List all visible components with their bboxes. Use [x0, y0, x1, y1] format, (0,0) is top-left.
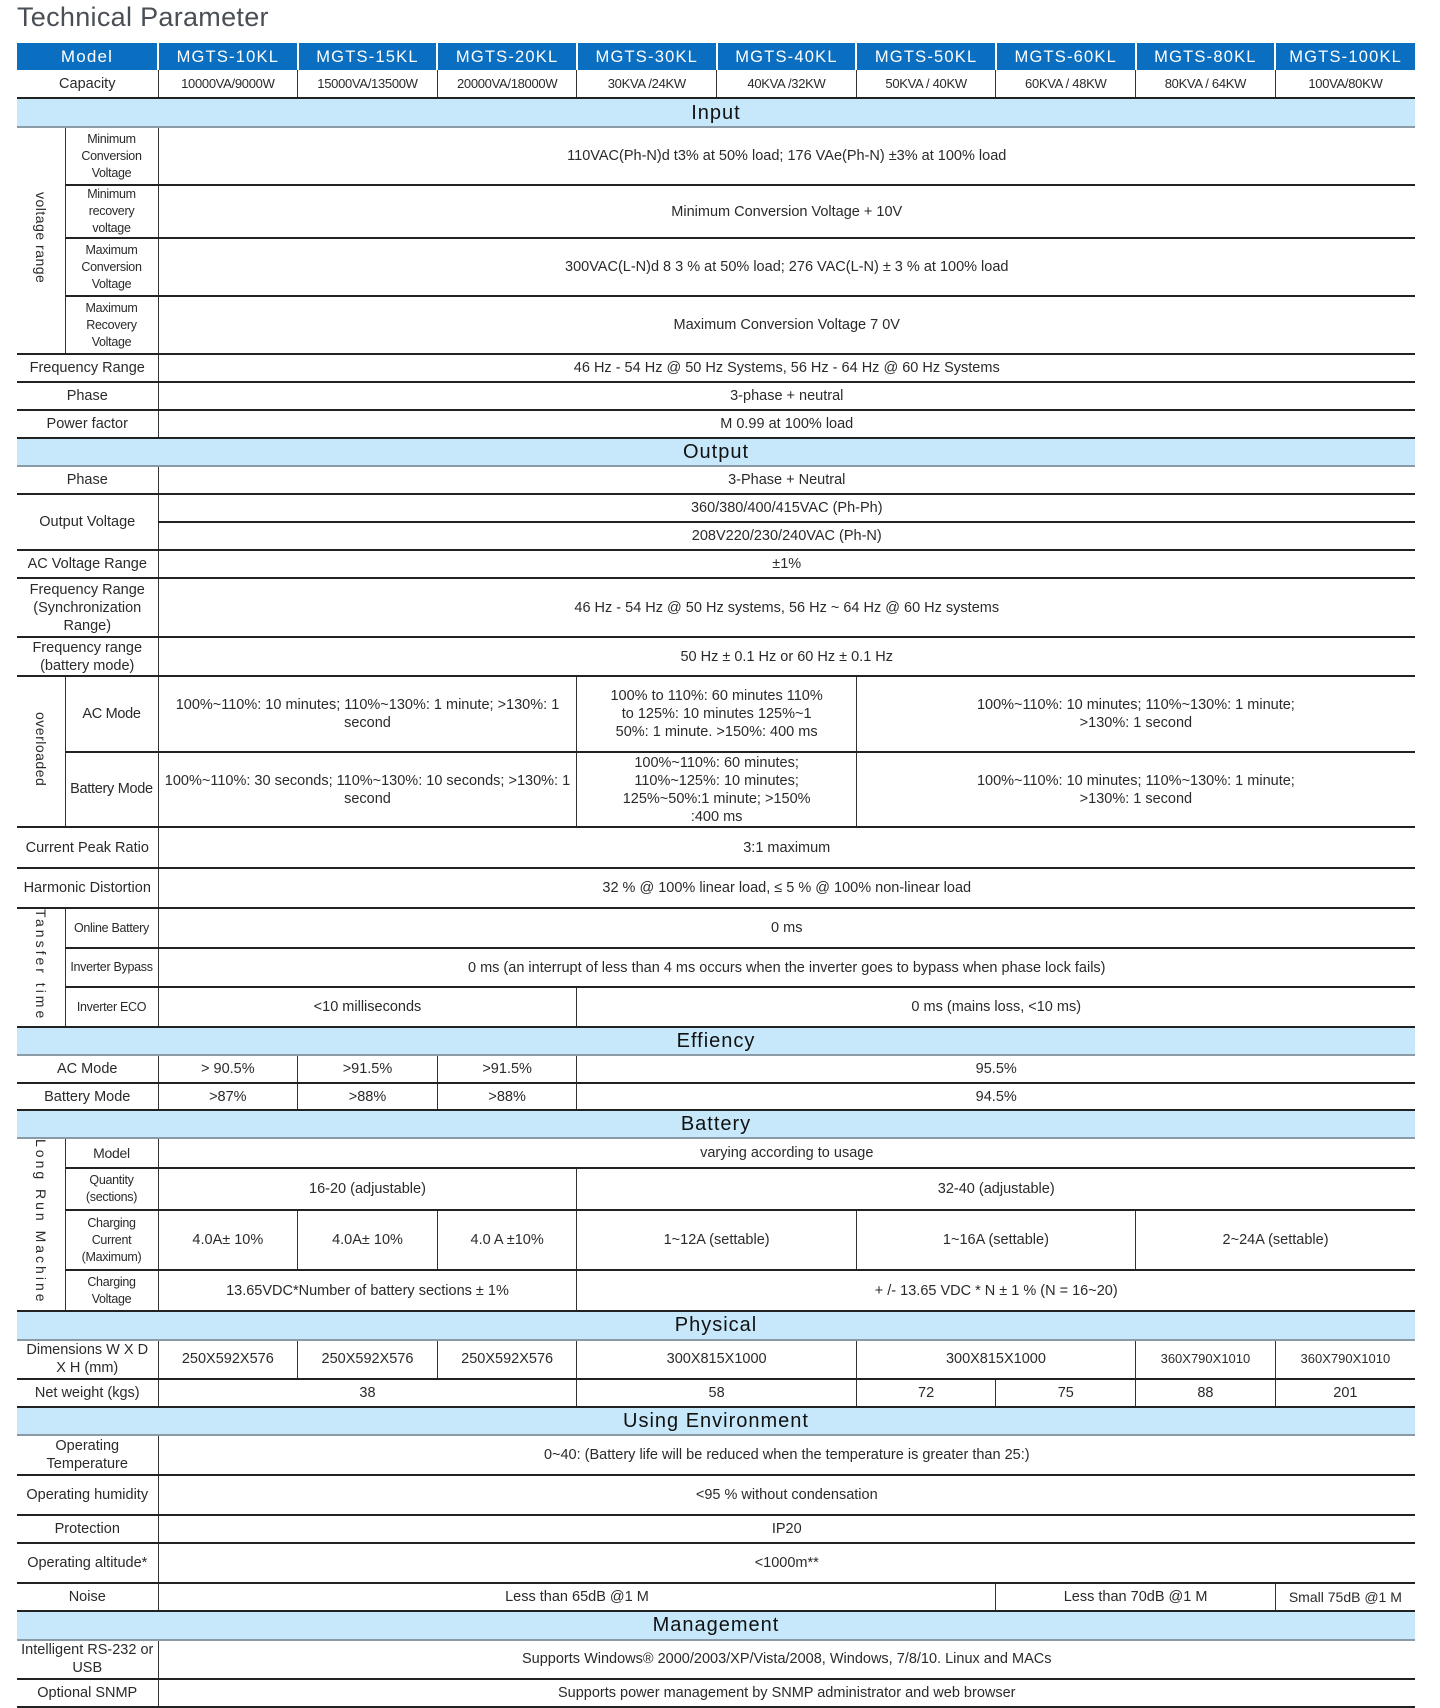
row-label: Frequency Range	[17, 354, 158, 382]
capacity-value: 30KVA /24KW	[577, 70, 717, 98]
row-label: Quantity (sections)	[65, 1168, 158, 1210]
model-name: MGTS-50KL	[856, 43, 996, 70]
row-label: Net weight (kgs)	[17, 1379, 158, 1407]
row-value: 32-40 (adjustable)	[577, 1168, 1415, 1210]
row-value: 250X592X576	[298, 1340, 438, 1379]
capacity-value: 20000VA/18000W	[437, 70, 577, 98]
row-value: Small 75dB @1 M	[1275, 1583, 1415, 1611]
row-value: 3-phase + neutral	[158, 382, 1415, 410]
group-label-transfer-time: Tansfer time	[17, 908, 65, 1027]
row-value: > 90.5%	[158, 1055, 298, 1083]
capacity-value: 60KVA / 48KW	[996, 70, 1136, 98]
row-label: Frequency range (battery mode)	[17, 637, 158, 676]
capacity-value: 15000VA/13500W	[298, 70, 438, 98]
row-label: Output Voltage	[17, 494, 158, 550]
row-value: IP20	[158, 1515, 1415, 1543]
row-label: Charging Voltage	[65, 1270, 158, 1311]
row-label: Protection	[17, 1515, 158, 1543]
row-value: 46 Hz - 54 Hz @ 50 Hz systems, 56 Hz ~ 64 Hz @ 60 Hz systems	[158, 578, 1415, 637]
capacity-value: 50KVA / 40KW	[856, 70, 996, 98]
row-label: Harmonic Distortion	[17, 868, 158, 908]
model-name: MGTS-40KL	[717, 43, 857, 70]
row-value: 300X815X1000	[577, 1340, 856, 1379]
model-name: MGTS-20KL	[437, 43, 577, 70]
row-value: <10 milliseconds	[158, 987, 577, 1027]
model-label: Model	[17, 43, 158, 70]
page-title: Technical Parameter	[17, 2, 269, 32]
row-value: ±1%	[158, 550, 1415, 578]
row-value: 360X790X1010	[1136, 1340, 1276, 1379]
model-header-row	[17, 43, 1415, 70]
model-name: MGTS-60KL	[996, 43, 1136, 70]
model-name: MGTS-30KL	[577, 43, 717, 70]
row-label: Maximum Recovery Voltage	[65, 296, 158, 354]
row-value: 88	[1136, 1379, 1276, 1407]
row-value: 1~16A (settable)	[856, 1210, 1135, 1270]
row-value: 250X592X576	[158, 1340, 298, 1379]
row-value: 32 % @ 100% linear load, ≤ 5 % @ 100% non-linear load	[158, 868, 1415, 908]
row-value: Maximum Conversion Voltage 7 0V	[158, 296, 1415, 354]
row-value: Less than 65dB @1 M	[158, 1583, 996, 1611]
row-value: 0~40: (Battery life will be reduced when the temperature is greater than 25:)	[158, 1435, 1415, 1475]
row-value: 0 ms	[158, 908, 1415, 948]
row-label: Current Peak Ratio	[17, 827, 158, 868]
row-value: 4.0A± 10%	[158, 1210, 298, 1270]
row-value: 46 Hz - 54 Hz @ 50 Hz Systems, 56 Hz - 64 Hz @ 60 Hz Systems	[158, 354, 1415, 382]
row-value: Less than 70dB @1 M	[996, 1583, 1275, 1611]
capacity-value: 80KVA / 64KW	[1136, 70, 1276, 98]
row-value: 100%~110%: 10 minutes; 110%~130%: 1 minute; >130%: 1 second	[158, 676, 577, 752]
row-value: Supports power management by SNMP administrator and web browser	[158, 1679, 1415, 1707]
row-label: Inverter Bypass	[65, 948, 158, 987]
section-heading-environment: Using Environment	[17, 1407, 1415, 1435]
model-name: MGTS-80KL	[1136, 43, 1276, 70]
row-label: Frequency Range (Synchronization Range)	[17, 578, 158, 637]
row-value: 100%~110%: 10 minutes; 110%~130%: 1 minute; >130%: 1 second	[856, 752, 1415, 827]
row-value: 300X815X1000	[856, 1340, 1135, 1379]
row-label: Operating Temperature	[17, 1435, 158, 1475]
row-value: 110VAC(Ph-N)d t3% at 50% load; 176 VAe(Ph-N) ±3% at 100% load	[158, 127, 1415, 185]
row-value: >87%	[158, 1083, 298, 1110]
row-label: Optional SNMP	[17, 1679, 158, 1707]
row-value: 208V220/230/240VAC (Ph-N)	[158, 522, 1415, 550]
section-heading-battery: Battery	[17, 1110, 1415, 1138]
row-label: AC Mode	[17, 1055, 158, 1083]
row-value: >91.5%	[437, 1055, 577, 1083]
row-value: 300VAC(L-N)d 8 3 % at 50% load; 276 VAC(L-N) ± 3 % at 100% load	[158, 238, 1415, 296]
row-value: 250X592X576	[437, 1340, 577, 1379]
row-label: Charging Current (Maximum)	[65, 1210, 158, 1270]
section-heading-efficiency: Effiency	[17, 1027, 1415, 1055]
row-value: Minimum Conversion Voltage + 10V	[158, 185, 1415, 238]
group-label-overloaded: overloaded	[17, 676, 65, 827]
row-value: varying according to usage	[158, 1138, 1415, 1168]
row-value: 100%~110%: 10 minutes; 110%~130%: 1 minute; >130%: 1 second	[856, 676, 1415, 752]
row-label: Minimum Conversion Voltage	[65, 127, 158, 185]
row-value: 0 ms (an interrupt of less than 4 ms occurs when the inverter goes to bypass when phase lock fails)	[158, 948, 1415, 987]
row-label: Battery Mode	[65, 752, 158, 827]
row-label: Minimum recovery voltage	[65, 185, 158, 238]
row-value: >88%	[437, 1083, 577, 1110]
row-value: 100%~110%: 60 minutes; 110%~125%: 10 minutes; 125%~50%:1 minute; >150% :400 ms	[577, 752, 856, 827]
row-value: 72	[856, 1379, 996, 1407]
row-value: M 0.99 at 100% load	[158, 410, 1415, 438]
section-heading-input: Input	[17, 98, 1415, 127]
row-value: 4.0 A ±10%	[437, 1210, 577, 1270]
capacity-value: 40KVA /32KW	[717, 70, 857, 98]
row-label: Intelligent RS-232 or USB	[17, 1640, 158, 1679]
model-name: MGTS-10KL	[158, 43, 298, 70]
row-value: 3:1 maximum	[158, 827, 1415, 868]
group-label-voltage-range: voltage range	[17, 127, 65, 354]
section-heading-physical: Physical	[17, 1311, 1415, 1340]
row-label: Inverter ECO	[65, 987, 158, 1027]
row-label: Maximum Conversion Voltage	[65, 238, 158, 296]
row-label: Power factor	[17, 410, 158, 438]
row-value: 95.5%	[577, 1055, 1415, 1083]
row-label: AC Mode	[65, 676, 158, 752]
row-value: 1~12A (settable)	[577, 1210, 856, 1270]
row-value: 100%~110%: 30 seconds; 110%~130%: 10 seconds; >130%: 1 second	[158, 752, 577, 827]
row-value: 50 Hz ± 0.1 Hz or 60 Hz ± 0.1 Hz	[158, 637, 1415, 676]
row-value: Supports Windows® 2000/2003/XP/Vista/2008, Windows, 7/8/10. Linux and MACs	[158, 1640, 1415, 1679]
capacity-value: 10000VA/9000W	[158, 70, 298, 98]
row-label: Operating altitude*	[17, 1543, 158, 1583]
row-value: 0 ms (mains loss, <10 ms)	[577, 987, 1415, 1027]
row-value: >88%	[298, 1083, 438, 1110]
row-value: + /- 13.65 VDC * N ± 1 % (N = 16~20)	[577, 1270, 1415, 1311]
section-heading-output: Output	[17, 438, 1415, 466]
row-value: 13.65VDC*Number of battery sections ± 1%	[158, 1270, 577, 1311]
row-value: 58	[577, 1379, 856, 1407]
row-value: 94.5%	[577, 1083, 1415, 1110]
row-label: Battery Mode	[17, 1083, 158, 1110]
row-label: Capacity	[17, 70, 158, 98]
row-value: <1000m**	[158, 1543, 1415, 1583]
row-value: 75	[996, 1379, 1136, 1407]
capacity-value: 100VA/80KW	[1275, 70, 1415, 98]
row-value: 360X790X1010	[1275, 1340, 1415, 1379]
row-value: <95 % without condensation	[158, 1475, 1415, 1515]
row-value: 16-20 (adjustable)	[158, 1168, 577, 1210]
row-label: Phase	[17, 382, 158, 410]
model-name: MGTS-100KL	[1275, 43, 1415, 70]
section-heading-management: Management	[17, 1611, 1415, 1640]
row-value: >91.5%	[298, 1055, 438, 1083]
row-label: Model	[65, 1138, 158, 1168]
row-label: AC Voltage Range	[17, 550, 158, 578]
row-value: 201	[1275, 1379, 1415, 1407]
group-label-long-run-machine: Long Run Machine	[17, 1138, 65, 1311]
spec-table	[17, 43, 1415, 1708]
row-label: Noise	[17, 1583, 158, 1611]
row-value: 3-Phase + Neutral	[158, 466, 1415, 494]
capacity-row	[17, 70, 1415, 98]
row-label: Online Battery	[65, 908, 158, 948]
row-value: 100% to 110%: 60 minutes 110% to 125%: 10 minutes 125%~1 50%: 1 minute. >150%: 400 ms	[577, 676, 856, 752]
row-label: Operating humidity	[17, 1475, 158, 1515]
row-label: Phase	[17, 466, 158, 494]
row-value: 360/380/400/415VAC (Ph-Ph)	[158, 494, 1415, 522]
row-value: 38	[158, 1379, 577, 1407]
model-name: MGTS-15KL	[298, 43, 438, 70]
row-value: 4.0A± 10%	[298, 1210, 438, 1270]
row-label: Dimensions W X D X H (mm)	[17, 1340, 158, 1379]
row-value: 2~24A (settable)	[1136, 1210, 1415, 1270]
